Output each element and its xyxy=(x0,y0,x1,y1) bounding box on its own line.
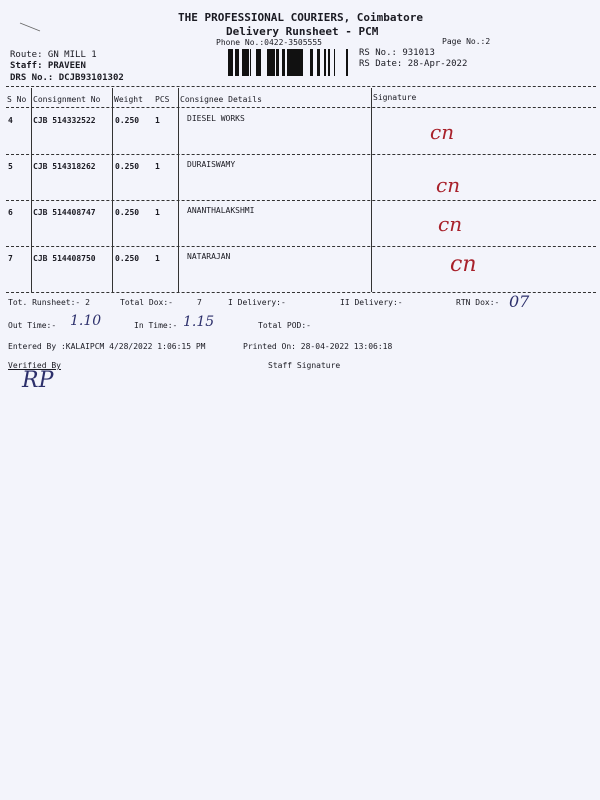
col-header-sno: S No xyxy=(7,95,27,104)
col-header-pcs: PCS xyxy=(155,95,170,104)
table-top-rule xyxy=(6,86,596,87)
barcode-bar xyxy=(301,49,303,76)
row-signature: cn xyxy=(438,212,463,236)
i-delivery: I Delivery:- xyxy=(228,298,286,307)
route-label: Route: GN MILL 1 xyxy=(10,50,97,60)
barcode xyxy=(228,49,352,76)
barcode-bar xyxy=(244,49,247,76)
barcode-bar xyxy=(256,49,258,76)
row-rule xyxy=(6,200,596,201)
row-consignee: NATARAJAN xyxy=(187,252,231,261)
row-consignee: DIESEL WORKS xyxy=(187,114,245,123)
row-consignment: CJB 514332522 xyxy=(33,116,96,125)
row-consignment: CJB 514318262 xyxy=(33,162,96,171)
tot-runsheet: Tot. Runsheet:- 2 xyxy=(8,298,90,307)
row-pcs: 1 xyxy=(155,208,160,217)
rtn-dox-handwritten: 07 xyxy=(509,292,530,311)
barcode-bar xyxy=(328,49,329,76)
barcode-bar xyxy=(238,49,239,76)
col-divider xyxy=(31,88,32,292)
barcode-bar xyxy=(258,49,259,76)
staff-signature: Staff Signature xyxy=(268,361,341,370)
col-header-weight: Weight xyxy=(114,95,143,104)
out-time-label: Out Time:- xyxy=(8,321,57,330)
row-consignment: CJB 514408750 xyxy=(33,254,96,263)
row-consignee: DURAISWAMY xyxy=(187,160,236,169)
col-divider xyxy=(112,88,113,292)
barcode-bar xyxy=(230,49,232,76)
table-bottom-rule xyxy=(6,292,596,293)
row-pcs: 1 xyxy=(155,254,160,263)
barcode-bar xyxy=(299,49,301,76)
col-divider xyxy=(178,88,179,292)
in-time-label: In Time:- xyxy=(134,321,178,330)
scan-mark xyxy=(18,20,44,34)
barcode-bar xyxy=(324,49,326,76)
barcode-bar xyxy=(310,49,313,76)
barcode-bar xyxy=(232,49,233,76)
row-pcs: 1 xyxy=(155,162,160,171)
row-rule xyxy=(6,154,596,155)
company-name: THE PROFESSIONAL COURIERS, Coimbatore xyxy=(178,11,424,24)
total-pod: Total POD:- xyxy=(258,321,311,330)
in-time-handwritten: 1.15 xyxy=(183,314,215,330)
barcode-bar xyxy=(276,49,279,76)
row-sno: 6 xyxy=(8,208,13,217)
row-consignee: ANANTHALAKSHMI xyxy=(187,206,255,215)
row-weight: 0.250 xyxy=(115,254,140,263)
col-header-consignee: Consignee Details xyxy=(180,95,262,104)
barcode-bar xyxy=(292,49,295,76)
row-signature: cn xyxy=(450,252,477,277)
rtn-dox: RTN Dox:- xyxy=(456,298,500,307)
barcode-bar xyxy=(259,49,261,76)
verified-signature: RP xyxy=(22,368,54,393)
total-dox-value: 7 xyxy=(197,298,202,307)
barcode-bar xyxy=(242,49,244,76)
barcode-bar xyxy=(289,49,292,76)
barcode-bar xyxy=(269,49,272,76)
barcode-bar xyxy=(346,49,348,76)
row-pcs: 1 xyxy=(155,116,160,125)
drs-number: DRS No.: DCJB93101302 xyxy=(10,73,124,83)
row-rule xyxy=(6,246,596,247)
staff-label: Staff: PRAVEEN xyxy=(10,61,86,71)
barcode-bar xyxy=(334,49,335,76)
page-number: Page No.:2 xyxy=(442,37,491,46)
barcode-bar xyxy=(272,49,275,76)
barcode-bar xyxy=(228,49,230,76)
col-header-signature: Signature xyxy=(373,93,417,102)
verified-by: Verified By xyxy=(8,361,61,370)
row-sno: 7 xyxy=(8,254,13,263)
row-consignment: CJB 514408747 xyxy=(33,208,96,217)
total-dox-label: Total Dox:- xyxy=(120,298,173,307)
entered-by: Entered By :KALAIPCM 4/28/2022 1:06:15 PM xyxy=(8,342,206,351)
document-title: Delivery Runsheet - PCM xyxy=(226,25,379,38)
phone-number: Phone No.:0422-3505555 xyxy=(216,38,322,47)
barcode-bar xyxy=(282,49,285,76)
header-bottom-rule xyxy=(6,107,596,108)
row-sno: 4 xyxy=(8,116,13,125)
row-weight: 0.250 xyxy=(115,162,140,171)
row-signature: cn xyxy=(430,120,455,144)
barcode-bar xyxy=(235,49,238,76)
barcode-bar xyxy=(250,49,251,76)
rs-date: RS Date: 28-Apr-2022 xyxy=(359,59,468,69)
row-signature: cn xyxy=(436,173,461,197)
col-divider xyxy=(371,88,372,292)
barcode-bar xyxy=(317,49,320,76)
barcode-bar xyxy=(287,49,289,76)
ii-delivery: II Delivery:- xyxy=(340,298,403,307)
barcode-bar xyxy=(296,49,299,76)
row-weight: 0.250 xyxy=(115,208,140,217)
barcode-bar xyxy=(329,49,330,76)
rs-number: RS No.: 931013 xyxy=(359,48,435,58)
row-sno: 5 xyxy=(8,162,13,171)
barcode-bar xyxy=(247,49,249,76)
out-time-handwritten: 1.10 xyxy=(70,313,102,329)
printed-on: Printed On: 28-04-2022 13:06:18 xyxy=(243,342,393,351)
barcode-bar xyxy=(267,49,269,76)
barcode-bar xyxy=(295,49,296,76)
col-header-consignment: Consignment No xyxy=(33,95,101,104)
row-weight: 0.250 xyxy=(115,116,140,125)
